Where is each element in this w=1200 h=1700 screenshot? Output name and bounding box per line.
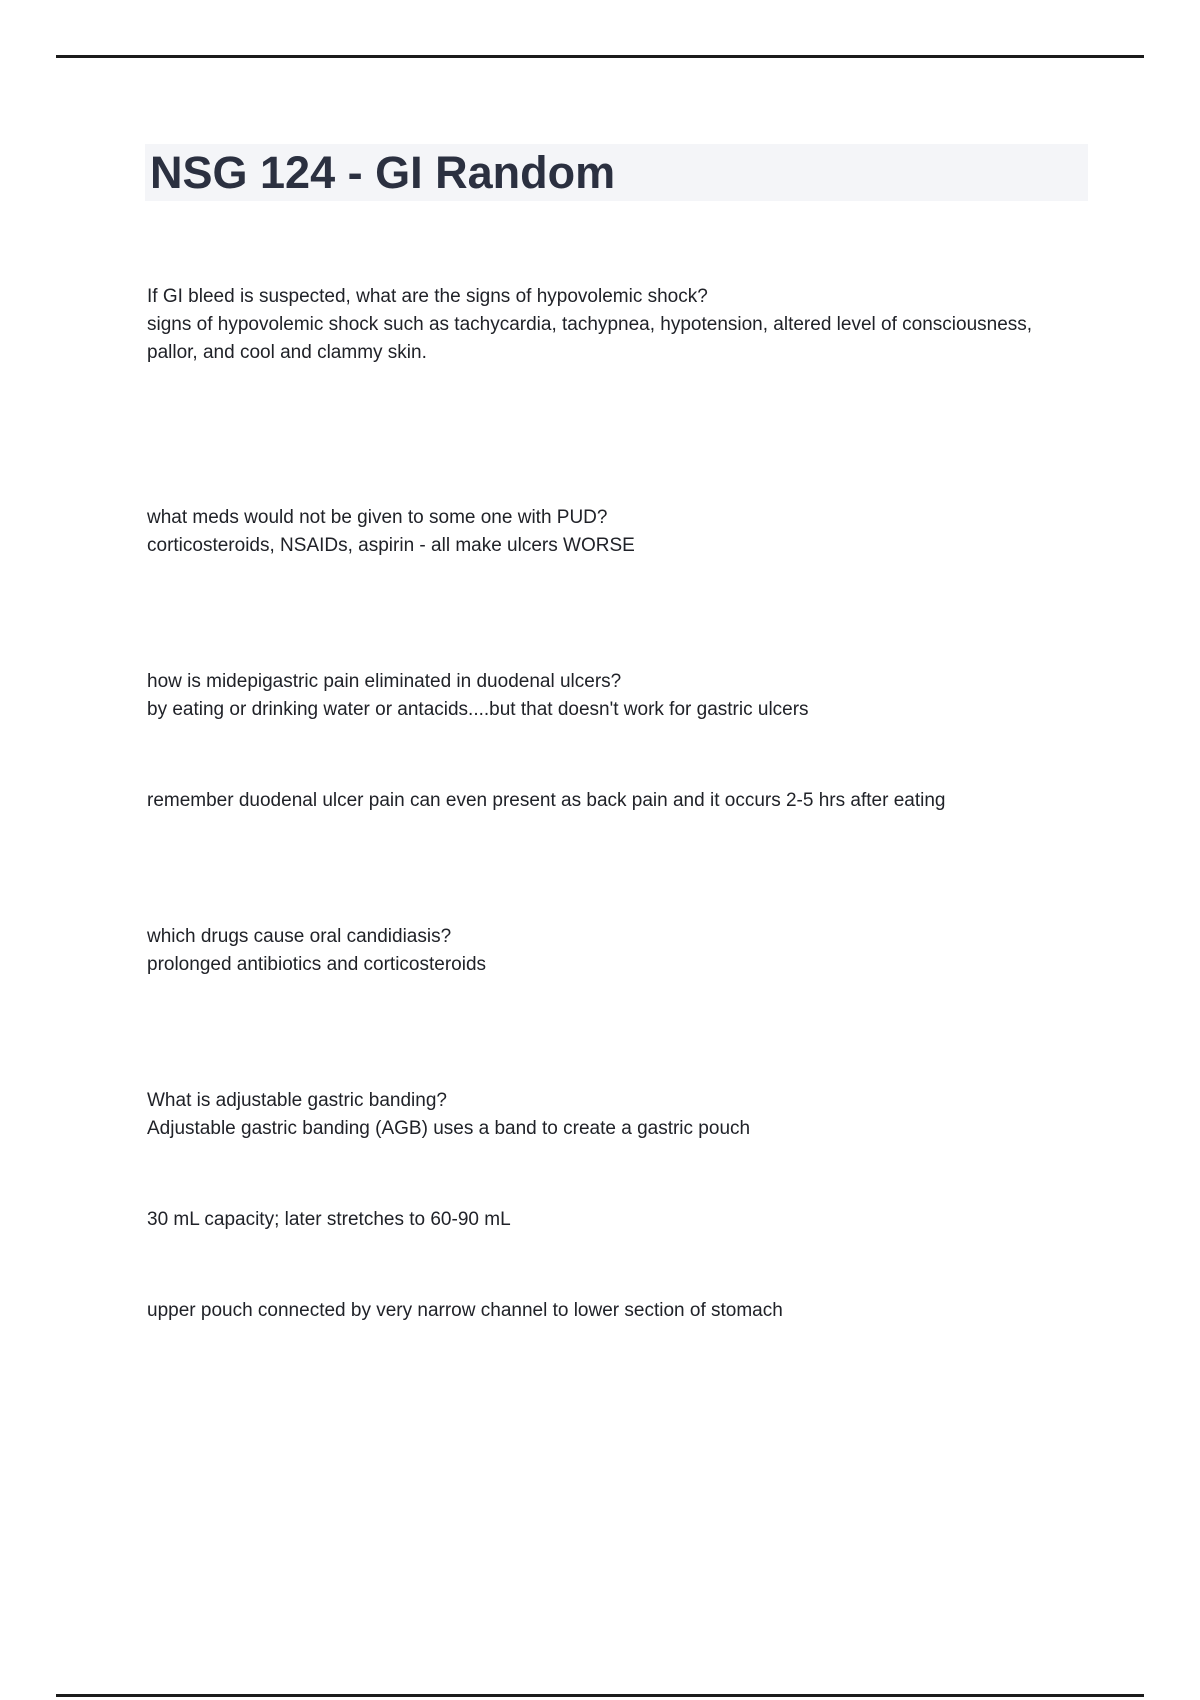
qa-card — [147, 668, 1077, 815]
answer-text: corticosteroids, NSAIDs, aspirin - all make ulcers WORSE — [147, 535, 635, 556]
question-text: What is adjustable gastric banding? — [147, 1090, 447, 1111]
answer-text: signs of hypovolemic shock such as tachycardia, tachypnea, hypotension, altered level of consciousness, pallor, and cool and clammy skin. — [147, 314, 1033, 363]
page-title: NSG 124 - GI Random — [150, 147, 616, 198]
question-text: which drugs cause oral candidiasis? — [147, 926, 452, 947]
answer-text: prolonged antibiotics and corticosteroids — [147, 954, 487, 975]
bottom-divider — [56, 1694, 1144, 1697]
question-text: how is midepigastric pain eliminated in duodenal ulcers? — [147, 671, 622, 692]
question-text: what meds would not be given to some one with PUD? — [147, 507, 608, 528]
answer-note-text: upper pouch connected by very narrow channel to lower section of stomach — [147, 1300, 783, 1321]
answer-note-text: remember duodenal ulcer pain can even present as back pain and it occurs 2-5 hrs after eating — [147, 790, 946, 811]
answer-note-text: 30 mL capacity; later stretches to 60-90 mL — [147, 1209, 511, 1230]
question-text: If GI bleed is suspected, what are the signs of hypovolemic shock? — [147, 286, 708, 307]
qa-card — [147, 504, 1077, 560]
answer-text: Adjustable gastric banding (AGB) uses a band to create a gastric pouch — [147, 1118, 751, 1139]
top-divider — [56, 55, 1144, 58]
answer-text: by eating or drinking water or antacids....but that doesn't work for gastric ulcers — [147, 699, 809, 720]
title-band — [145, 144, 1088, 201]
qa-list — [147, 283, 1077, 1325]
qa-card — [147, 923, 1077, 979]
qa-card — [147, 283, 1077, 367]
qa-card — [147, 1087, 1077, 1325]
